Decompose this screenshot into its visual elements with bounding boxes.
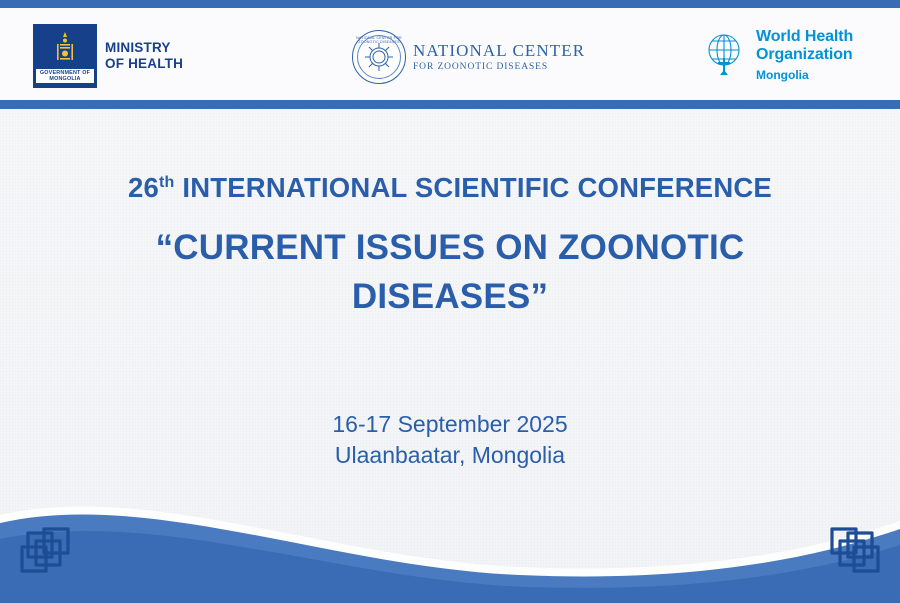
conference-number-ordinal: th: [159, 173, 175, 191]
who-logo: [700, 28, 853, 82]
event-date: 16-17 September 2025: [332, 411, 568, 437]
logo-row: [0, 8, 900, 100]
who-label-line1: World Health: [756, 28, 854, 45]
national-center-text: [413, 41, 585, 74]
mongolia-soyombo-emblem-icon: [33, 24, 97, 88]
government-of-mongolia-label: GOVERNMENT OF MONGOLIA: [36, 69, 94, 83]
nczd-seal-text: NATIONAL CENTER FOR ZOONOTIC DISEASES: [356, 36, 402, 44]
who-label-line2: Organization: [756, 45, 853, 63]
event-location: Ulaanbaatar, Mongolia: [334, 442, 566, 468]
who-text-block: [756, 28, 853, 82]
national-center-label-line2: FOR ZOONOTIC DISEASES: [413, 61, 549, 72]
mongolian-knot-ornament-right-icon: [812, 523, 886, 585]
event-details: [0, 409, 900, 471]
conference-theme-line2: DISEASES”: [351, 277, 549, 316]
ministry-label-line1: MINISTRY: [105, 40, 171, 55]
who-emblem-icon: [700, 28, 748, 76]
conference-theme-line1: “CURRENT ISSUES ON ZOONOTIC: [155, 228, 745, 267]
who-country-label: Mongolia: [756, 68, 809, 82]
conference-number: 26: [128, 172, 160, 203]
header-divider-bar: [0, 100, 900, 109]
blue-wave-footer: [0, 463, 900, 603]
nczd-seal-icon: [352, 30, 406, 84]
national-center-logo: [352, 30, 585, 84]
conference-title: [0, 171, 900, 321]
conference-title-rest: INTERNATIONAL SCIENTIFIC CONFERENCE: [174, 172, 772, 203]
conference-title-line1: [0, 171, 900, 205]
ministry-label-line2: OF HEALTH: [105, 56, 184, 71]
virus-glyph-icon: [364, 42, 394, 72]
mongolian-knot-ornament-left-icon: [14, 523, 88, 585]
soyombo-symbol-icon: [55, 32, 75, 66]
national-center-label-line1: NATIONAL CENTER: [413, 40, 586, 60]
ministry-of-health-logo: [33, 24, 183, 88]
ministry-of-health-text: [105, 40, 183, 72]
top-accent-bar: [0, 0, 900, 8]
